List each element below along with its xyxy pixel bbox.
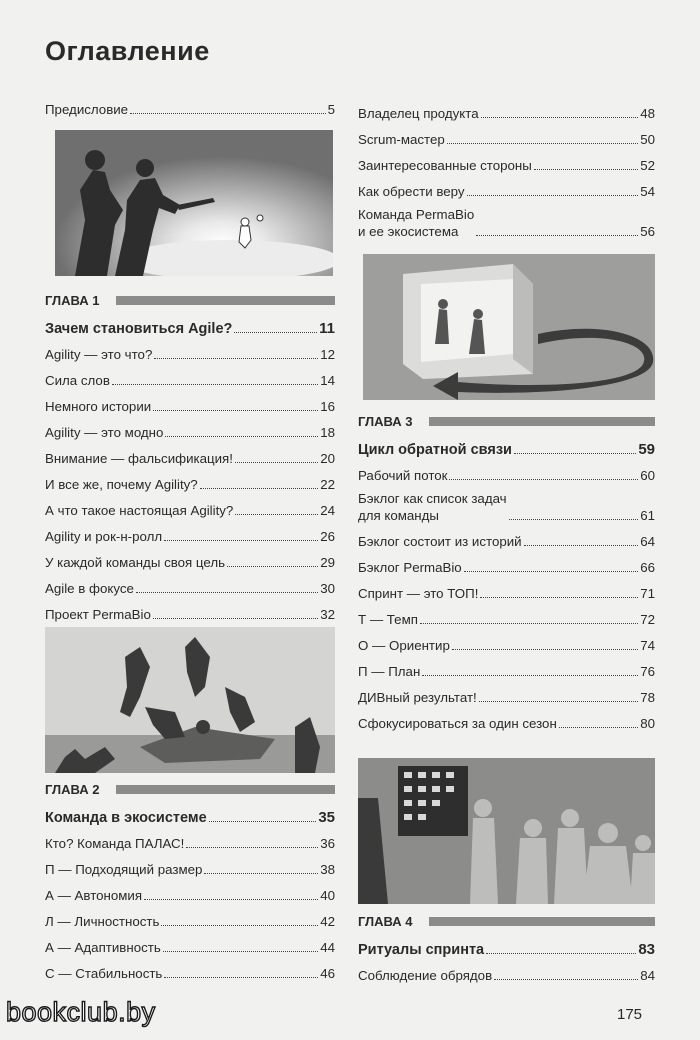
entry-page: 78 <box>640 690 655 705</box>
toc-entry[interactable] <box>358 628 655 654</box>
dot-leader <box>153 618 318 619</box>
toc-entry[interactable] <box>358 148 655 174</box>
entry-label: Команда в экосистеме <box>45 810 207 826</box>
entry-label: О — Ориентир <box>358 638 450 653</box>
right-column-top <box>358 96 655 240</box>
entry-label: Т — Темп <box>358 612 418 627</box>
chapter-bar <box>116 296 335 305</box>
entry-label: Agile в фокусе <box>45 581 134 596</box>
entry-page: 54 <box>640 184 655 199</box>
entry-label: Кто? Команда ПАЛАС! <box>45 836 185 851</box>
toc-entry-two-line[interactable] <box>358 484 655 524</box>
entry-page: 66 <box>640 560 655 575</box>
entry-label: Спринт — это ТОП! <box>358 586 479 601</box>
entry-label: Scrum-мастер <box>358 132 445 147</box>
entry-page: 12 <box>320 347 335 362</box>
entry-label: Внимание — фальсификация! <box>45 451 233 466</box>
chapter-bar <box>429 917 655 926</box>
dot-leader <box>534 169 638 170</box>
entry-page: 32 <box>320 607 335 622</box>
entry-label: Заинтересованные стороны <box>358 158 532 173</box>
entry-page: 76 <box>640 664 655 679</box>
toc-entry[interactable] <box>45 545 335 571</box>
dot-leader <box>479 701 638 702</box>
entry-label: И все же, почему Agility? <box>45 477 198 492</box>
dot-leader <box>186 847 318 848</box>
dot-leader <box>480 597 638 598</box>
dot-leader <box>164 977 318 978</box>
entry-label: Agility и рок-н-ролл <box>45 529 163 544</box>
entry-label <box>358 206 474 240</box>
entry-page: 84 <box>640 968 655 983</box>
chapter-label: ГЛАВА 3 <box>358 413 413 429</box>
entry-label: Сила слов <box>45 373 110 388</box>
illustration-cube-arrow <box>363 254 655 400</box>
entry-page: 20 <box>320 451 335 466</box>
chapter-1-section <box>45 289 335 623</box>
toc-entry[interactable] <box>358 958 655 984</box>
entry-label: Agility — это что? <box>45 347 153 362</box>
entry-page: 24 <box>320 503 335 518</box>
entry-page: 44 <box>320 940 335 955</box>
watermark-logo: bookclub.by <box>6 997 156 1027</box>
entry-label: Как обрести веру <box>358 184 465 199</box>
entry-label: П — Подходящий размер <box>45 862 203 877</box>
toc-entry-chapter-title[interactable] <box>45 800 335 826</box>
entry-label: Соблюдение обрядов <box>358 968 493 983</box>
dot-leader <box>136 592 318 593</box>
toc-entry-chapter-title[interactable] <box>358 432 655 458</box>
toc-entry-chapter-title[interactable] <box>45 311 335 337</box>
toc-entry[interactable] <box>358 458 655 484</box>
entry-page: 42 <box>320 914 335 929</box>
entry-label: Проект PermaBio <box>45 607 151 622</box>
toc-entry[interactable] <box>45 337 335 363</box>
entry-label: У каждой команды своя цель <box>45 555 226 570</box>
entry-page: 11 <box>319 320 335 337</box>
toc-entry[interactable] <box>45 571 335 597</box>
entry-label: Зачем становиться Agile? <box>45 321 233 337</box>
toc-entry[interactable] <box>358 706 655 732</box>
entry-page: 46 <box>320 966 335 981</box>
dot-leader <box>509 519 639 520</box>
dot-leader <box>130 113 326 114</box>
entry-label: Предисловие <box>45 102 129 117</box>
entry-page: 80 <box>640 716 655 731</box>
chapter-3-section <box>358 410 655 732</box>
toc-entry[interactable] <box>45 363 335 389</box>
page-number: 175 <box>617 1006 643 1023</box>
entry-label: Л — Личностность <box>45 914 160 929</box>
toc-entry[interactable] <box>45 415 335 441</box>
dot-leader <box>153 410 318 411</box>
entry-page: 74 <box>640 638 655 653</box>
entry-label: Цикл обратной связи <box>358 442 512 458</box>
toc-entry[interactable] <box>358 550 655 576</box>
entry-page: 61 <box>640 508 655 523</box>
dot-leader <box>235 514 318 515</box>
illustration-hikers-sunrise <box>55 130 333 276</box>
entry-page: 59 <box>638 441 655 458</box>
dot-leader <box>449 479 638 480</box>
chapter-heading <box>358 410 655 432</box>
dot-leader <box>112 384 318 385</box>
toc-entry[interactable] <box>45 441 335 467</box>
entry-label: Владелец продукта <box>358 106 479 121</box>
entry-label: П — План <box>358 664 421 679</box>
entry-page: 26 <box>320 529 335 544</box>
entry-label: Бэклог PermaBio <box>358 560 462 575</box>
dot-leader <box>559 727 638 728</box>
dot-leader <box>422 675 638 676</box>
dot-leader <box>494 979 638 980</box>
entry-page: 60 <box>640 468 655 483</box>
dot-leader <box>204 873 318 874</box>
toc-entry[interactable] <box>45 467 335 493</box>
toc-entry[interactable] <box>358 174 655 200</box>
toc-entry[interactable] <box>358 680 655 706</box>
entry-label <box>358 490 507 524</box>
dot-leader <box>486 953 636 954</box>
entry-page: 50 <box>640 132 655 147</box>
page-title: Оглавление <box>45 36 210 66</box>
entry-label: А — Автономия <box>45 888 143 903</box>
dot-leader <box>164 540 318 541</box>
chapter-heading <box>358 910 655 932</box>
dot-leader <box>235 462 318 463</box>
toc-entry[interactable] <box>45 852 335 878</box>
entry-label-line1: Команда PermaBio <box>358 207 475 222</box>
entry-page: 5 <box>327 102 335 117</box>
toc-entry[interactable] <box>45 826 335 852</box>
entry-label: Agility — это модно <box>45 425 164 440</box>
chapter-bar <box>429 417 655 426</box>
dot-leader <box>154 358 318 359</box>
entry-page: 40 <box>320 888 335 903</box>
entry-label: Ритуалы спринта <box>358 942 485 958</box>
entry-label: Немного истории <box>45 399 152 414</box>
dot-leader <box>161 925 318 926</box>
entry-page: 83 <box>638 941 655 958</box>
dot-leader <box>165 436 318 437</box>
toc-entry[interactable] <box>45 597 335 623</box>
entry-label: Рабочий поток <box>358 468 448 483</box>
entry-page: 35 <box>318 809 335 826</box>
toc-entry[interactable] <box>358 122 655 148</box>
dot-leader <box>420 623 638 624</box>
chapter-4-section <box>358 910 655 984</box>
toc-entry[interactable] <box>45 519 335 545</box>
illustration-team-board <box>358 758 655 904</box>
dot-leader <box>514 453 636 454</box>
toc-entry[interactable] <box>45 930 335 956</box>
dot-leader <box>227 566 318 567</box>
entry-page: 38 <box>320 862 335 877</box>
dot-leader <box>209 821 317 822</box>
toc-entry[interactable] <box>358 524 655 550</box>
entry-page: 56 <box>640 224 655 239</box>
dot-leader <box>481 117 639 118</box>
dot-leader <box>200 488 318 489</box>
chapter-2-section <box>45 778 335 982</box>
entry-page: 48 <box>640 106 655 121</box>
toc-entry[interactable] <box>45 904 335 930</box>
chapter-heading <box>45 289 335 311</box>
dot-leader <box>467 195 639 196</box>
dot-leader <box>144 899 318 900</box>
entry-page: 30 <box>320 581 335 596</box>
entry-label: Сфокусироваться за один сезон <box>358 716 557 731</box>
dot-leader <box>163 951 318 952</box>
toc-entry-two-line[interactable] <box>358 200 655 240</box>
toc-entry[interactable] <box>45 389 335 415</box>
entry-page: 18 <box>320 425 335 440</box>
entry-label: Бэклог состоит из историй <box>358 534 522 549</box>
entry-label-line2: для команды <box>358 508 439 523</box>
dot-leader <box>234 332 317 333</box>
toc-entry[interactable] <box>45 956 335 982</box>
chapter-label: ГЛАВА 2 <box>45 781 100 797</box>
entry-page: 64 <box>640 534 655 549</box>
dot-leader <box>464 571 638 572</box>
chapter-bar <box>116 785 335 794</box>
entry-label: С — Стабильность <box>45 966 163 981</box>
toc-entry[interactable] <box>45 878 335 904</box>
toc-entry[interactable] <box>358 654 655 680</box>
entry-page: 22 <box>320 477 335 492</box>
entry-page: 71 <box>640 586 655 601</box>
left-column <box>45 92 335 118</box>
toc-entry-chapter-title[interactable] <box>358 932 655 958</box>
entry-page: 16 <box>320 399 335 414</box>
illustration-acrobats <box>45 627 335 773</box>
entry-page: 52 <box>640 158 655 173</box>
toc-entry[interactable] <box>358 576 655 602</box>
entry-page: 36 <box>320 836 335 851</box>
chapter-heading <box>45 778 335 800</box>
entry-label-line1: Бэклог как список задач <box>358 491 507 506</box>
entry-label-line2: и ее экосистема <box>358 224 459 239</box>
entry-label: А что такое настоящая Agility? <box>45 503 234 518</box>
ch1-items <box>45 337 335 623</box>
toc-entry-preface[interactable] <box>45 92 335 118</box>
dot-leader <box>476 235 638 236</box>
toc-entry[interactable] <box>358 602 655 628</box>
toc-entry[interactable] <box>358 96 655 122</box>
entry-page: 14 <box>320 373 335 388</box>
dot-leader <box>452 649 638 650</box>
dot-leader <box>447 143 638 144</box>
toc-entry[interactable] <box>45 493 335 519</box>
entry-page: 29 <box>320 555 335 570</box>
entry-page: 72 <box>640 612 655 627</box>
dot-leader <box>524 545 639 546</box>
entry-label: ДИВный результат! <box>358 690 477 705</box>
chapter-label: ГЛАВА 1 <box>45 292 100 308</box>
chapter-label: ГЛАВА 4 <box>358 913 413 929</box>
entry-label: А — Адаптивность <box>45 940 161 955</box>
